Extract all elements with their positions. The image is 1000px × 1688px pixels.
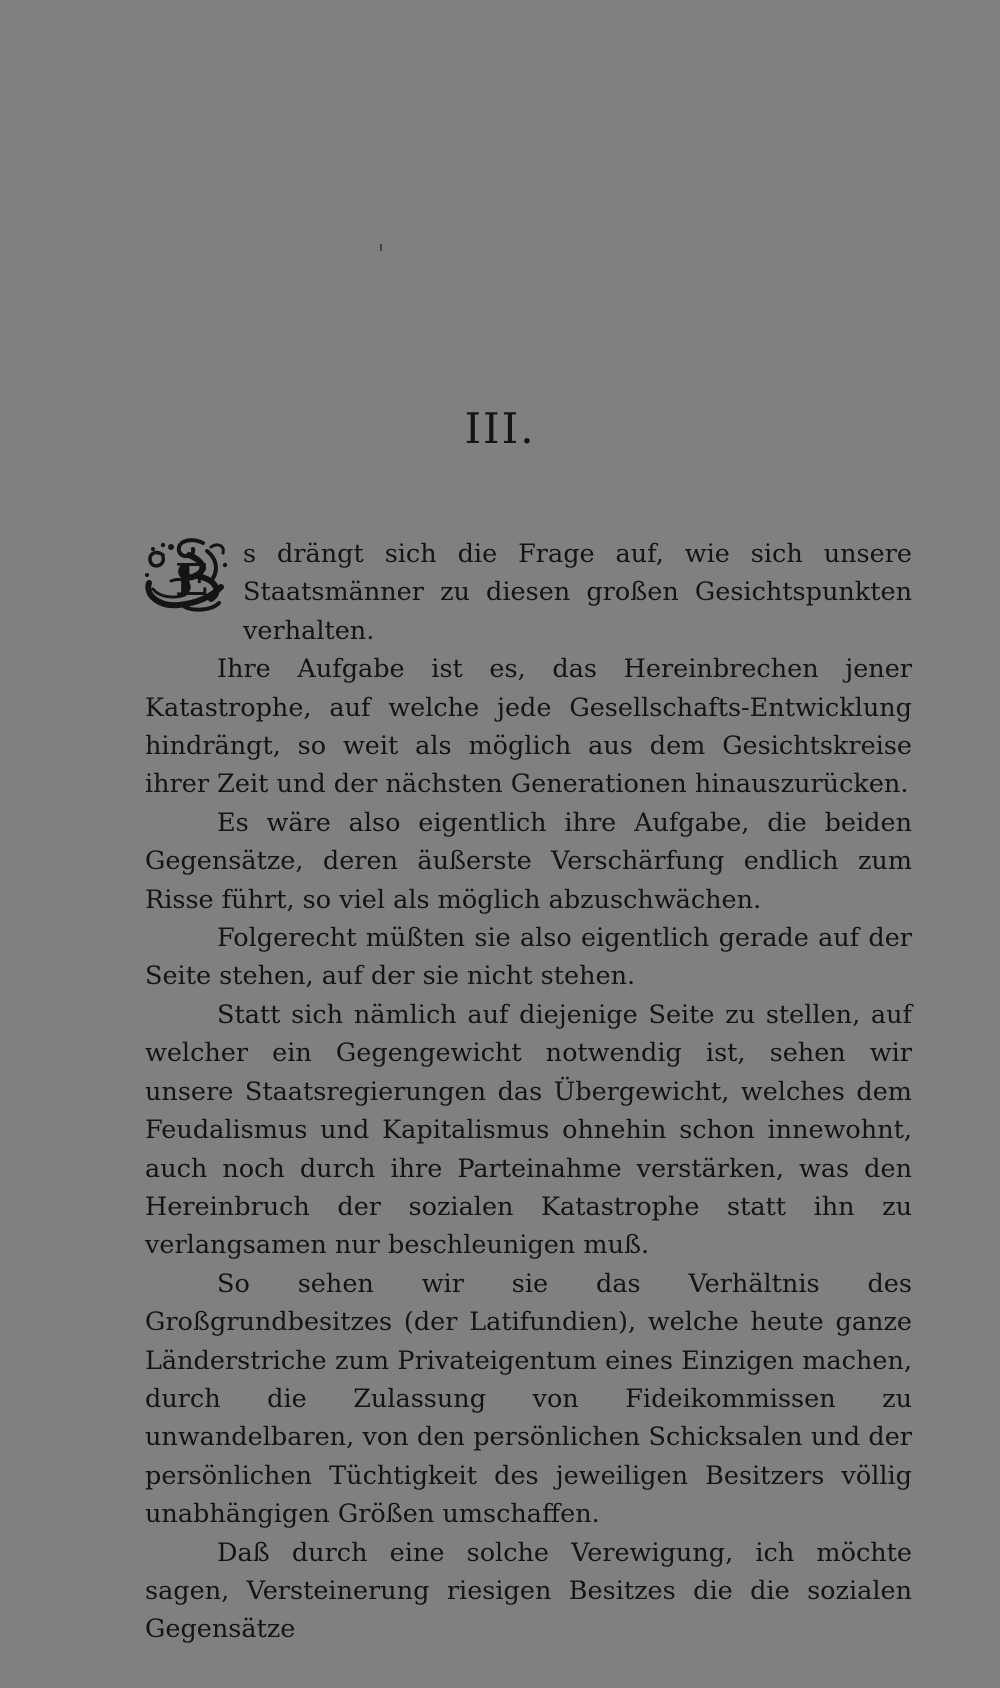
svg-text:E: E	[175, 555, 209, 606]
paragraph-2: Ihre Aufgabe ist es, das Hereinbrechen jener Katastrophe, auf welche jede Gesellschafts-Entwicklung hindrängt, so weit als möglich aus dem Gesichtskreise ihrer Zeit und der nächsten Generationen hinauszurücken.	[145, 654, 912, 800]
ornamental-initial-e	[141, 537, 231, 613]
ornamental-initial-e-graphic	[141, 537, 231, 613]
paragraph-6: So sehen wir sie das Verhältnis des Großgrundbesitzes (der Latifundien), welche heute ganze Länderstriche zum Privateigentum eines Einzigen machen, durch die Zulassung von Fideikommissen zu unwandelbaren, von den persönlichen Schicksalen und der persönlichen Tüchtigkeit des jeweiligen Besitzers völlig unabhängigen Größen umschaffen.	[145, 1268, 912, 1530]
paragraph-1	[145, 535, 912, 650]
paragraph-3: Es wäre also eigentlich ihre Aufgabe, die beiden Gegensätze, deren äußerste Verschärfung endlich zum Risse führt, so viel als möglich abzuschwächen.	[145, 807, 912, 915]
print-speck	[380, 244, 382, 251]
paragraph-4: Folgerecht müßten sie also eigentlich gerade auf der Seite stehen, auf der sie nicht stehen.	[145, 923, 912, 992]
paragraph-7: Daß durch eine solche Verewigung, ich möchte sagen, Versteinerung riesigen Besitzes die die sozialen Gegensätze	[145, 1537, 912, 1645]
body-text	[145, 535, 912, 1649]
paragraph-1-text: s drängt sich die Frage auf, wie sich unsere Staatsmänner zu diesen großen Gesichtspunkten verhalten.	[243, 539, 912, 646]
chapter-numeral: III.	[464, 404, 536, 453]
paragraph-5: Statt sich nämlich auf diejenige Seite zu stellen, auf welcher ein Gegengewicht notwendig ist, sehen wir unsere Staatsregierungen das Übergewicht, welches dem Feudalismus und Kapitalismus ohnehin schon innewohnt, auch noch durch ihre Parteinahme verstärken, was den Hereinbruch der sozialen Katastrophe statt ihn zu verlangsamen nur beschleunigen muß.	[145, 999, 912, 1261]
